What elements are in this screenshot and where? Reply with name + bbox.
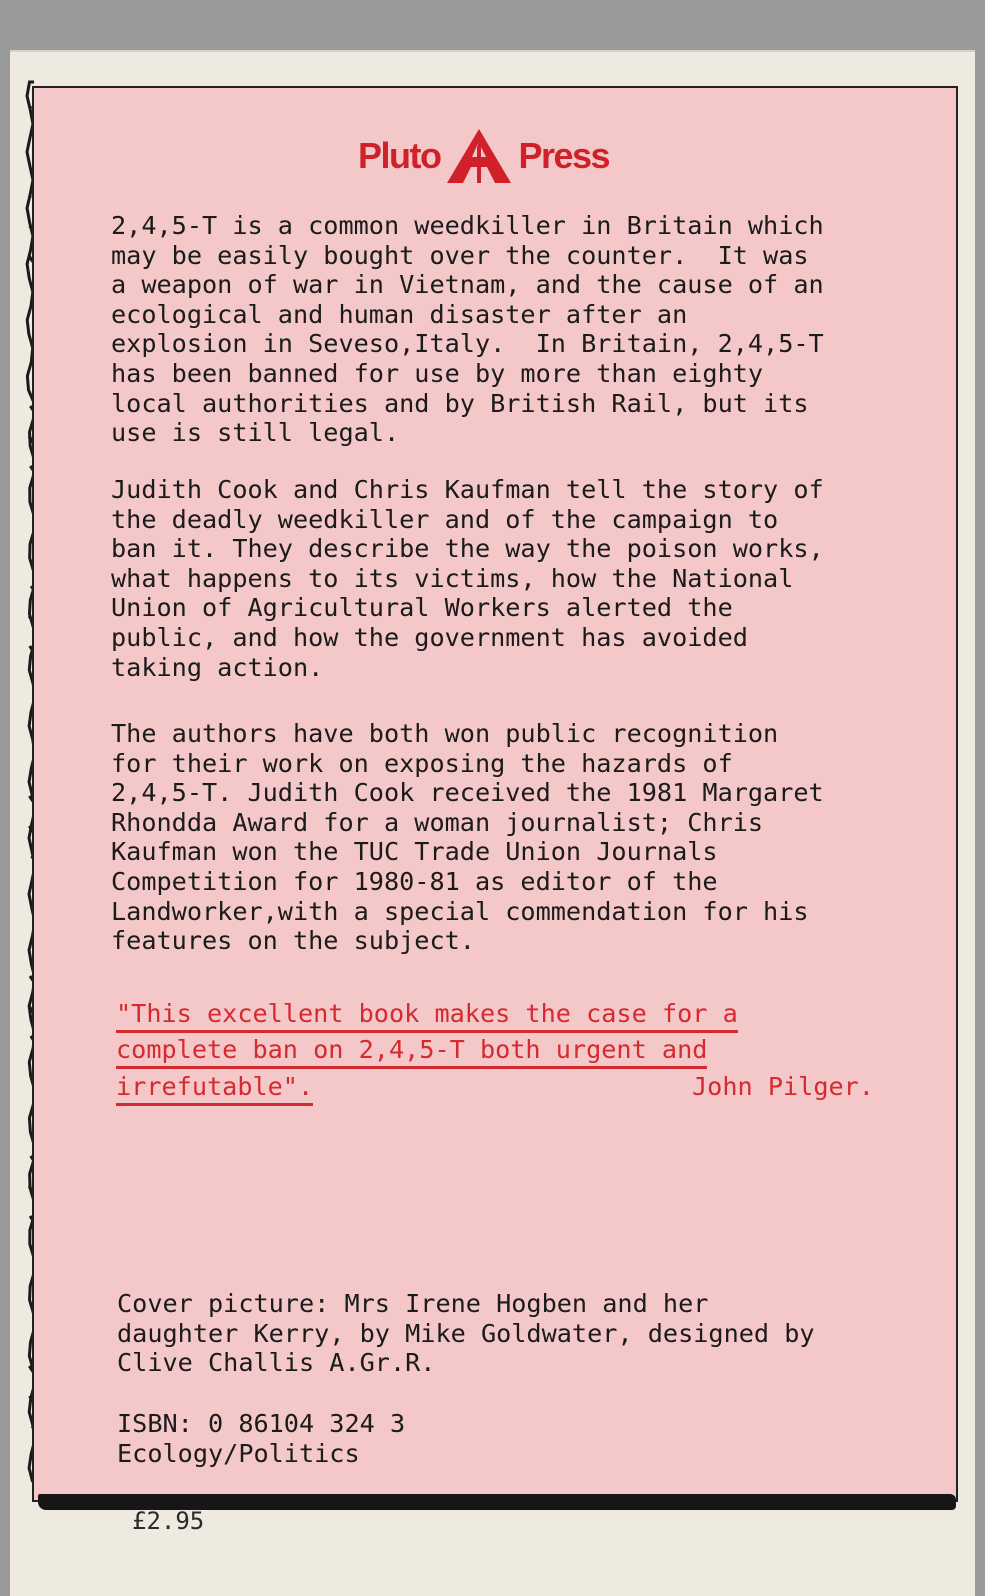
- blurb-paragraph-1: 2,4,5-T is a common weedkiller in Britain which may be easily bought over the counter. It was a weapon of war in Vietnam, and the cause of an ecological and human disaster after an explosion in Seveso,Italy. In Britain, 2,4,5-T has been banned for use by more than eighty local authorities and by British Rail, but its use is still legal.: [111, 211, 824, 448]
- publisher-logo: [358, 126, 609, 186]
- price: £2.95: [132, 1507, 205, 1535]
- isbn: ISBN: 0 86104 324 3: [117, 1409, 406, 1438]
- publisher-name-right: Press: [518, 135, 610, 176]
- book-back-cover: [10, 50, 975, 1596]
- blurb-paragraph-2: Judith Cook and Chris Kaufman tell the story of the deadly weedkiller and of the campaign to ban it. They describe the way the poison works, what happens to its victims, how the National Union of Agricultural Workers alerted the public, and how the government has avoided taking action.: [111, 475, 824, 682]
- author-bio-paragraph: The authors have both won public recognition for their work on exposing the hazards of 2,4,5-T. Judith Cook received the 1981 Margaret Rhondda Award for a woman journalist; Chris Kaufman won the TUC Trade Union Journals Competition for 1980-81 as editor of the Landworker,with a special commendation for his features on the subject.: [111, 719, 824, 956]
- quote-author: John Pilger.: [692, 1072, 874, 1101]
- review-quote: [116, 997, 916, 1106]
- cover-credits: Cover picture: Mrs Irene Hogben and her daughter Kerry, by Mike Goldwater, designed by Clive Challis A.Gr.R.: [117, 1289, 815, 1378]
- quote-line: "This excellent book makes the case for a: [116, 997, 738, 1033]
- publisher-name-left: Pluto: [358, 135, 441, 176]
- quote-line: irrefutable".: [116, 1070, 313, 1106]
- quote-line: complete ban on 2,4,5-T both urgent and: [116, 1033, 707, 1069]
- pluto-press-logo-icon: [441, 127, 517, 185]
- subject-category: Ecology/Politics: [117, 1439, 360, 1468]
